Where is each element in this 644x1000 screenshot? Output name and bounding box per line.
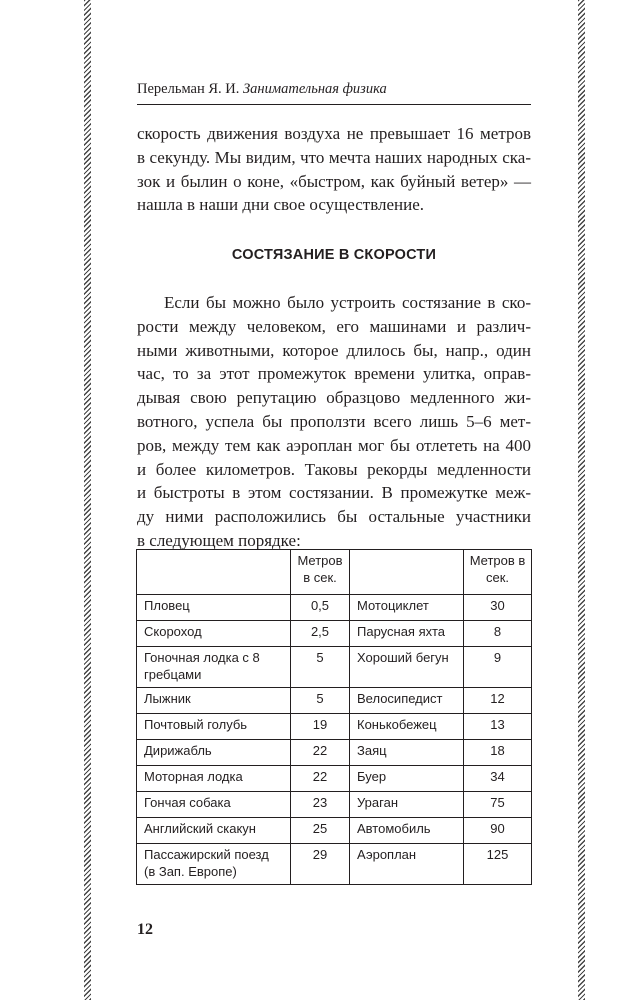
participant-name: Почтовый голубь	[137, 714, 291, 740]
header-name-right	[350, 550, 464, 595]
table-row	[137, 844, 532, 885]
decorative-left-border	[84, 0, 91, 1000]
participant-speed: 12	[464, 688, 532, 714]
main-line: ными животными, которое длилось бы, напр., один	[137, 340, 531, 360]
participant-name: Парусная яхта	[350, 621, 464, 647]
participant-speed: 8	[464, 621, 532, 647]
table-row	[137, 595, 532, 621]
participant-name: Велосипедист	[350, 688, 464, 714]
header-author: Перельман Я. И.	[137, 81, 240, 97]
participant-speed: 2,5	[291, 621, 350, 647]
participant-name: Ураган	[350, 792, 464, 818]
main-line: и быстроты в этом состязании. В промежутке меж-	[137, 483, 531, 503]
header-meters-per-second-left: Метров в сек.	[291, 550, 350, 595]
running-header	[137, 80, 531, 98]
participant-name: Пловец	[137, 595, 291, 621]
participant-name: Скороход	[137, 621, 291, 647]
participant-name: Конькобежец	[350, 714, 464, 740]
participant-speed: 5	[291, 688, 350, 714]
decorative-right-border	[578, 0, 585, 1000]
main-line: дывая свою репутацию образцово медленного жи-	[137, 388, 531, 408]
main-paragraph	[137, 291, 531, 553]
main-line: и более километров. Таковы рекорды медленности	[137, 459, 531, 479]
participant-speed: 13	[464, 714, 532, 740]
participant-speed: 22	[291, 740, 350, 766]
table-row	[137, 740, 532, 766]
participant-name: Аэроплан	[350, 844, 464, 885]
participant-speed: 23	[291, 792, 350, 818]
participant-speed: 125	[464, 844, 532, 885]
participant-speed: 34	[464, 766, 532, 792]
intro-line: нашла в наши дни свое осуществление.	[137, 195, 425, 215]
participant-name: Заяц	[350, 740, 464, 766]
table-row	[137, 621, 532, 647]
main-line: час, то за этот промежуток времени улитка, оправ-	[137, 364, 531, 384]
participant-name: Моторная лодка	[137, 766, 291, 792]
participant-name: Мотоциклет	[350, 595, 464, 621]
main-line: в следующем порядке:	[137, 530, 301, 550]
intro-line: зок и былин о коне, «быстром, как буйный ветер» —	[137, 171, 531, 191]
participant-speed: 22	[291, 766, 350, 792]
participant-speed: 0,5	[291, 595, 350, 621]
main-line: ров, между тем как аэроплан мог бы отлететь на 400	[137, 435, 531, 455]
table-row	[137, 688, 532, 714]
participant-name: Лыжник	[137, 688, 291, 714]
table-header-row	[137, 550, 532, 595]
table-row	[137, 792, 532, 818]
main-line: Если бы можно было устроить состязание в ско-	[164, 293, 531, 312]
participant-speed: 30	[464, 595, 532, 621]
participant-name: Дирижабль	[137, 740, 291, 766]
header-meters-per-second-right: Метров в сек.	[464, 550, 532, 595]
participant-speed: 19	[291, 714, 350, 740]
participant-name: Гончая собака	[137, 792, 291, 818]
participant-name: Буер	[350, 766, 464, 792]
participant-name: Английский скакун	[137, 818, 291, 844]
participant-speed: 29	[291, 844, 350, 885]
section-heading: СОСТЯЗАНИЕ В СКОРОСТИ	[231, 247, 437, 263]
table-row	[137, 818, 532, 844]
header-rule	[137, 104, 531, 105]
participant-speed: 9	[464, 647, 532, 688]
participant-name: Гоночная лодка с 8 гребцами	[137, 647, 291, 688]
participant-name: Пассажирский поезд (в Зап. Европе)	[137, 844, 291, 885]
main-line: рости между человеком, его машинами и различ-	[137, 316, 531, 336]
main-line: вотного, успела бы проползти всего лишь 5–6 мет-	[137, 411, 531, 431]
participant-speed: 25	[291, 818, 350, 844]
participant-speed: 5	[291, 647, 350, 688]
participant-speed: 18	[464, 740, 532, 766]
page-number: 12	[137, 921, 153, 938]
participant-speed: 90	[464, 818, 532, 844]
participant-name: Хороший бегун	[350, 647, 464, 688]
header-name-left	[137, 550, 291, 595]
header-book-title: Занимательная физика	[242, 81, 387, 97]
table-row	[137, 766, 532, 792]
table-row	[137, 647, 532, 688]
participant-name: Автомобиль	[350, 818, 464, 844]
speed-table	[136, 549, 532, 885]
main-line: ду ними расположились бы остальные участники	[137, 507, 531, 527]
participant-speed: 75	[464, 792, 532, 818]
table-row	[137, 714, 532, 740]
intro-paragraph	[137, 122, 531, 217]
intro-line: в секунду. Мы видим, что мечта наших народных ска-	[137, 147, 531, 167]
intro-line: скорость движения воздуха не превышает 16 метров	[137, 124, 531, 143]
